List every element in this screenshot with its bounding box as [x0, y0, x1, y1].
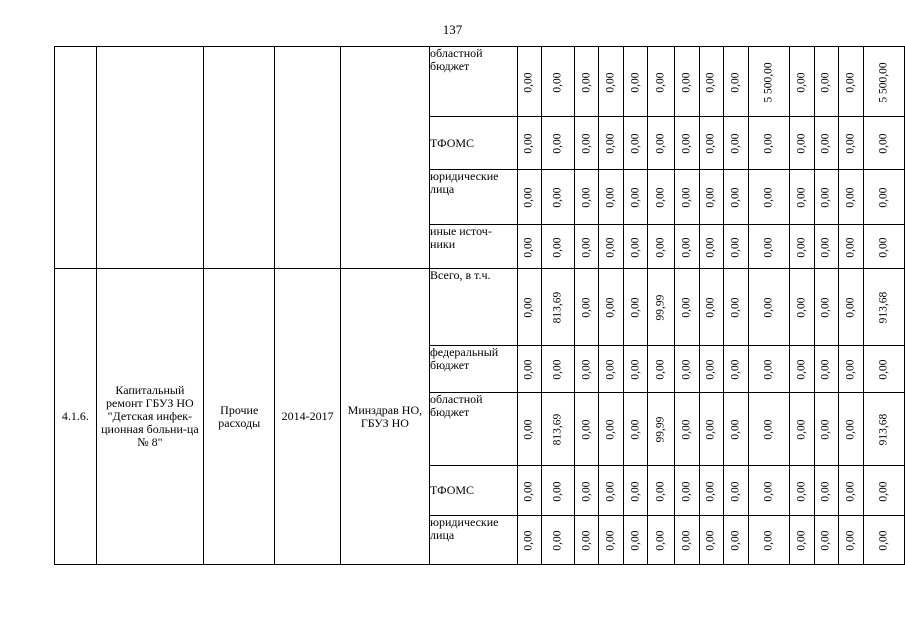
- value-cell: [574, 346, 599, 393]
- value-cell: [839, 516, 864, 565]
- value-cell: [814, 393, 839, 466]
- value-text: 0,00: [795, 236, 808, 258]
- source-label: ТФОМС: [430, 117, 518, 170]
- value-cell: [748, 117, 789, 170]
- value-cell: [599, 47, 624, 117]
- value-cell: [542, 393, 575, 466]
- value-cell: [542, 269, 575, 346]
- value-cell: [724, 170, 749, 225]
- value-cell: [623, 269, 648, 346]
- value-text: 0,00: [795, 133, 808, 154]
- value-text: 0,00: [629, 133, 642, 154]
- item-name: Капитальный ремонт ГБУЗ НО "Детская инфек-ционная больни-ца № 8": [96, 269, 203, 565]
- value-text: 5 500,00: [762, 61, 775, 103]
- value-text: 813,69: [551, 291, 564, 324]
- value-cell: [623, 170, 648, 225]
- value-text: 913,68: [877, 291, 890, 324]
- value-cell: [623, 47, 648, 117]
- value-text: 0,00: [705, 530, 717, 551]
- value-text: 0,00: [762, 419, 775, 440]
- value-text: 0,00: [654, 530, 667, 551]
- source-label: иные источ-ники: [430, 225, 518, 269]
- value-text: 0,00: [604, 236, 617, 258]
- value-cell: [699, 393, 724, 466]
- value-text: 0,00: [629, 71, 642, 93]
- value-text: 0,00: [819, 359, 832, 380]
- value-text: 0,00: [551, 530, 564, 551]
- value-cell: [542, 346, 575, 393]
- value-text: 0,00: [580, 419, 593, 440]
- value-cell: [814, 47, 839, 117]
- value-cell: [748, 225, 789, 269]
- value-text: 0,00: [705, 419, 717, 440]
- value-text: 0,00: [729, 480, 742, 502]
- value-text: 0,00: [729, 530, 742, 551]
- value-cell: [863, 170, 904, 225]
- value-cell: [542, 170, 575, 225]
- value-cell: [574, 466, 599, 516]
- executor: Минздрав НО, ГБУЗ НО: [340, 269, 429, 565]
- value-text: 0,00: [795, 297, 808, 318]
- value-text: 0,00: [604, 133, 617, 154]
- value-text: 0,00: [844, 297, 857, 318]
- value-cell: [839, 393, 864, 466]
- value-cell: [863, 393, 904, 466]
- value-cell: [748, 393, 789, 466]
- value-text: 0,00: [844, 236, 857, 258]
- value-text: 0,00: [522, 480, 535, 502]
- value-text: 0,00: [795, 71, 808, 93]
- value-cell: [623, 225, 648, 269]
- value-cell: [542, 466, 575, 516]
- value-cell: [599, 269, 624, 346]
- value-cell: [517, 117, 542, 170]
- value-cell: [839, 466, 864, 516]
- value-text: 0,00: [819, 480, 832, 502]
- value-text: 0,00: [522, 236, 535, 258]
- value-text: 0,00: [580, 236, 593, 258]
- value-text: 0,00: [877, 133, 890, 154]
- value-cell: [574, 117, 599, 170]
- empty-cell: [55, 47, 97, 269]
- value-text: 0,00: [795, 187, 808, 208]
- budget-table: [54, 46, 905, 565]
- value-cell: [790, 117, 815, 170]
- value-text: 0,00: [819, 419, 832, 440]
- value-cell: [863, 117, 904, 170]
- value-cell: [699, 47, 724, 117]
- value-cell: [814, 516, 839, 565]
- value-cell: [675, 516, 700, 565]
- value-cell: [863, 346, 904, 393]
- period: 2014-2017: [275, 269, 340, 565]
- value-cell: [648, 346, 675, 393]
- value-cell: [724, 393, 749, 466]
- value-text: 0,00: [604, 480, 617, 502]
- value-cell: [574, 47, 599, 117]
- value-cell: [748, 269, 789, 346]
- value-text: 0,00: [877, 236, 890, 258]
- value-cell: [517, 47, 542, 117]
- value-text: 0,00: [522, 71, 535, 93]
- value-text: 0,00: [629, 419, 642, 440]
- value-text: 0,00: [629, 480, 642, 502]
- value-cell: [517, 393, 542, 466]
- value-text: 0,00: [729, 133, 742, 154]
- value-text: 0,00: [680, 297, 693, 318]
- value-text: 0,00: [877, 187, 890, 208]
- value-text: 0,00: [705, 297, 717, 318]
- value-cell: [648, 170, 675, 225]
- value-text: 913,68: [877, 413, 890, 446]
- value-cell: [814, 117, 839, 170]
- value-cell: [574, 516, 599, 565]
- value-cell: [748, 47, 789, 117]
- value-text: 0,00: [844, 133, 857, 154]
- value-cell: [675, 393, 700, 466]
- value-text: 0,00: [729, 71, 742, 93]
- source-label: областной бюджет: [430, 393, 518, 466]
- value-cell: [517, 516, 542, 565]
- value-text: 0,00: [729, 297, 742, 318]
- value-cell: [675, 170, 700, 225]
- value-text: 5 500,00: [877, 61, 890, 103]
- value-text: 0,00: [844, 359, 857, 380]
- source-label: Всего, в т.ч.: [430, 269, 518, 346]
- value-cell: [648, 225, 675, 269]
- value-text: 0,00: [551, 133, 564, 154]
- value-text: 0,00: [580, 359, 593, 380]
- value-cell: [699, 516, 724, 565]
- value-text: 0,00: [551, 480, 564, 502]
- empty-cell: [96, 47, 203, 269]
- value-cell: [699, 170, 724, 225]
- value-cell: [814, 225, 839, 269]
- value-text: 0,00: [680, 419, 693, 440]
- value-text: 0,00: [551, 71, 564, 93]
- value-cell: [542, 225, 575, 269]
- value-text: 0,00: [795, 480, 808, 502]
- value-text: 0,00: [604, 419, 617, 440]
- source-label: юридические лица: [430, 516, 518, 565]
- value-cell: [517, 466, 542, 516]
- value-cell: [790, 269, 815, 346]
- value-text: 0,00: [629, 297, 642, 318]
- value-text: 0,00: [580, 133, 593, 154]
- value-text: 0,00: [819, 71, 832, 93]
- value-text: 0,00: [729, 359, 742, 380]
- value-text: 0,00: [844, 419, 857, 440]
- value-cell: [863, 516, 904, 565]
- value-text: 0,00: [705, 480, 717, 502]
- value-cell: [599, 225, 624, 269]
- source-label: юридические лица: [430, 170, 518, 225]
- value-text: 0,00: [580, 71, 593, 93]
- value-text: 0,00: [819, 133, 832, 154]
- value-text: 0,00: [522, 530, 535, 551]
- value-text: 0,00: [629, 236, 642, 258]
- value-cell: [517, 225, 542, 269]
- value-cell: [748, 170, 789, 225]
- value-text: 0,00: [762, 187, 775, 208]
- value-cell: [839, 47, 864, 117]
- item-number: 4.1.6.: [55, 269, 97, 565]
- value-cell: [839, 225, 864, 269]
- value-text: 0,00: [705, 236, 717, 258]
- value-cell: [839, 269, 864, 346]
- value-text: 0,00: [680, 187, 693, 208]
- expense-type: Прочие расходы: [204, 269, 275, 565]
- value-cell: [724, 269, 749, 346]
- value-text: 0,00: [604, 359, 617, 380]
- value-text: 0,00: [819, 530, 832, 551]
- value-cell: [790, 466, 815, 516]
- value-cell: [790, 225, 815, 269]
- value-cell: [814, 346, 839, 393]
- value-cell: [574, 393, 599, 466]
- value-text: 0,00: [844, 71, 857, 93]
- empty-cell: [204, 47, 275, 269]
- value-text: 0,00: [654, 480, 667, 502]
- value-text: 0,00: [729, 187, 742, 208]
- value-text: 0,00: [844, 530, 857, 551]
- value-cell: [623, 466, 648, 516]
- value-text: 0,00: [705, 359, 717, 380]
- value-cell: [699, 117, 724, 170]
- value-cell: [623, 516, 648, 565]
- value-cell: [675, 117, 700, 170]
- value-text: 0,00: [654, 71, 667, 93]
- value-text: 0,00: [705, 71, 717, 93]
- value-cell: [863, 225, 904, 269]
- value-text: 0,00: [680, 236, 693, 258]
- value-text: 0,00: [680, 530, 693, 551]
- value-cell: [675, 225, 700, 269]
- value-cell: [599, 170, 624, 225]
- value-text: 0,00: [629, 359, 642, 380]
- value-text: 0,00: [580, 297, 593, 318]
- value-cell: [574, 269, 599, 346]
- value-cell: [517, 346, 542, 393]
- value-cell: [542, 47, 575, 117]
- value-cell: [599, 117, 624, 170]
- value-cell: [542, 516, 575, 565]
- empty-cell: [275, 47, 340, 269]
- value-text: 0,00: [877, 480, 890, 502]
- value-text: 0,00: [551, 359, 564, 380]
- value-cell: [574, 170, 599, 225]
- value-cell: [748, 466, 789, 516]
- value-text: 0,00: [580, 187, 593, 208]
- value-text: 0,00: [877, 530, 890, 551]
- value-cell: [863, 269, 904, 346]
- value-text: 0,00: [844, 480, 857, 502]
- value-text: 0,00: [522, 359, 535, 380]
- value-text: 0,00: [604, 297, 617, 318]
- value-cell: [724, 225, 749, 269]
- value-cell: [814, 170, 839, 225]
- value-text: 0,00: [680, 359, 693, 380]
- value-cell: [623, 117, 648, 170]
- value-cell: [724, 117, 749, 170]
- value-text: 0,00: [762, 480, 775, 502]
- value-text: 0,00: [680, 480, 693, 502]
- value-cell: [839, 117, 864, 170]
- value-cell: [675, 466, 700, 516]
- value-text: 0,00: [762, 133, 775, 154]
- value-cell: [623, 346, 648, 393]
- value-cell: [623, 393, 648, 466]
- value-text: 0,00: [522, 187, 535, 208]
- value-text: 0,00: [819, 236, 832, 258]
- source-label: областной бюджет: [430, 47, 518, 117]
- value-cell: [790, 170, 815, 225]
- value-text: 0,00: [654, 359, 667, 380]
- value-cell: [574, 225, 599, 269]
- value-text: 0,00: [654, 236, 667, 258]
- value-cell: [675, 47, 700, 117]
- value-cell: [839, 170, 864, 225]
- value-text: 0,00: [604, 71, 617, 93]
- value-text: 0,00: [551, 187, 564, 208]
- value-cell: [724, 516, 749, 565]
- value-cell: [724, 466, 749, 516]
- value-text: 0,00: [729, 236, 742, 258]
- value-cell: [724, 47, 749, 117]
- source-label: федеральный бюджет: [430, 346, 518, 393]
- value-cell: [790, 346, 815, 393]
- value-cell: [839, 346, 864, 393]
- value-cell: [675, 269, 700, 346]
- value-cell: [699, 466, 724, 516]
- value-cell: [699, 269, 724, 346]
- value-cell: [599, 516, 624, 565]
- value-text: 0,00: [654, 133, 667, 154]
- value-text: 0,00: [705, 187, 717, 208]
- value-cell: [599, 393, 624, 466]
- value-text: 0,00: [604, 530, 617, 551]
- value-text: 0,00: [580, 480, 593, 502]
- value-text: 0,00: [762, 236, 775, 258]
- value-text: 0,00: [654, 187, 667, 208]
- value-cell: [724, 346, 749, 393]
- empty-cell: [340, 47, 429, 269]
- value-cell: [675, 346, 700, 393]
- value-text: 0,00: [762, 359, 775, 380]
- value-text: 0,00: [819, 297, 832, 318]
- value-text: 813,69: [551, 413, 564, 446]
- value-text: 0,00: [629, 187, 642, 208]
- value-text: 0,00: [795, 530, 808, 551]
- source-label: ТФОМС: [430, 466, 518, 516]
- value-cell: [599, 346, 624, 393]
- value-cell: [517, 170, 542, 225]
- page-number: 137: [442, 22, 463, 37]
- value-text: 0,00: [729, 419, 742, 440]
- value-text: 0,00: [762, 530, 775, 551]
- value-text: 0,00: [680, 71, 693, 93]
- value-cell: [814, 269, 839, 346]
- value-cell: [863, 47, 904, 117]
- value-cell: [599, 466, 624, 516]
- value-cell: [790, 393, 815, 466]
- value-cell: [648, 393, 675, 466]
- value-text: 0,00: [795, 419, 808, 440]
- value-cell: [648, 466, 675, 516]
- value-cell: [790, 516, 815, 565]
- value-text: 99,99: [654, 416, 667, 443]
- table-row: [55, 47, 905, 117]
- value-text: 0,00: [580, 530, 593, 551]
- value-cell: [863, 466, 904, 516]
- value-cell: [790, 47, 815, 117]
- value-text: 0,00: [877, 359, 890, 380]
- value-text: 0,00: [522, 133, 535, 154]
- value-cell: [648, 117, 675, 170]
- value-text: 0,00: [795, 359, 808, 380]
- value-cell: [542, 117, 575, 170]
- value-text: 0,00: [819, 187, 832, 208]
- value-text: 0,00: [522, 297, 535, 318]
- value-text: 0,00: [604, 187, 617, 208]
- value-text: 0,00: [844, 187, 857, 208]
- table-row: [55, 269, 905, 346]
- value-cell: [748, 516, 789, 565]
- value-cell: [699, 225, 724, 269]
- value-text: 0,00: [680, 133, 693, 154]
- value-text: 0,00: [705, 133, 717, 154]
- value-text: 0,00: [762, 297, 775, 318]
- value-cell: [699, 346, 724, 393]
- value-text: 99,99: [654, 294, 667, 321]
- value-cell: [748, 346, 789, 393]
- value-cell: [648, 269, 675, 346]
- value-text: 0,00: [522, 419, 535, 440]
- value-cell: [648, 47, 675, 117]
- value-cell: [648, 516, 675, 565]
- value-text: 0,00: [629, 530, 642, 551]
- value-text: 0,00: [551, 236, 564, 258]
- value-cell: [814, 466, 839, 516]
- value-cell: [517, 269, 542, 346]
